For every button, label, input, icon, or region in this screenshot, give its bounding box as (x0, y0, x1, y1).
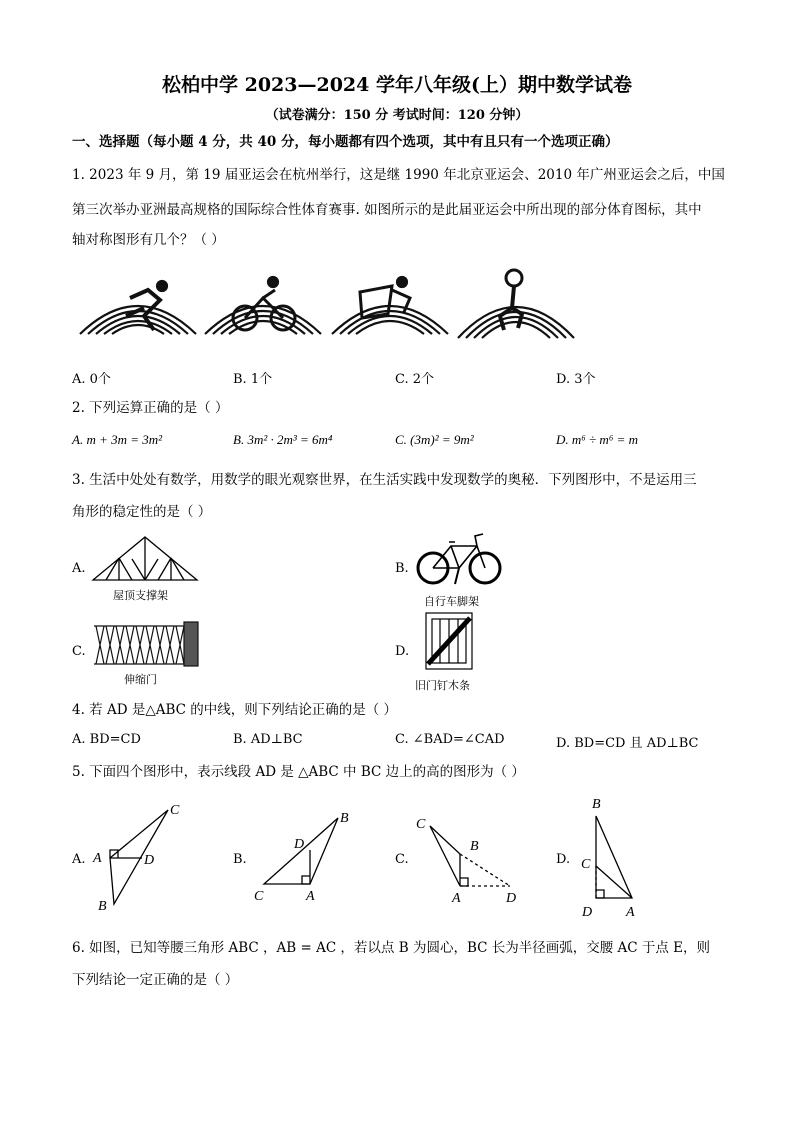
old-door-figure (425, 612, 475, 672)
q3-label-b[interactable]: B. (395, 561, 409, 576)
q5d-label-c: C (581, 857, 591, 872)
q5-option-a[interactable]: A. (72, 852, 86, 867)
climbing-icon (458, 270, 574, 338)
q6-line2: 下列结论一定正确的是（ ） (72, 972, 239, 988)
q1-option-b[interactable]: B. 1个 (233, 372, 273, 387)
q5-figure-d (574, 794, 654, 919)
q3-line2: 角形的稳定性的是（ ） (72, 504, 212, 520)
cycling-icon (205, 277, 321, 334)
skateboard-icon (332, 277, 448, 334)
q5c-label-a: A (452, 891, 461, 906)
q1-option-d[interactable]: D. 3个 (556, 372, 596, 387)
q5-option-b[interactable]: B. (233, 852, 247, 867)
q2-stem: 2. 下列运算正确的是（ ） (72, 400, 229, 416)
q5b-label-a: A (306, 889, 315, 904)
q3-caption-a: 屋顶支撑架 (113, 589, 168, 602)
q5a-label-c: C (170, 803, 180, 818)
q2-option-d[interactable]: D. m⁶ ÷ m⁶ = m (556, 432, 638, 447)
running-icon (80, 281, 196, 334)
q5b-label-d: D (294, 837, 305, 852)
q4-stem: 4. 若 AD 是△ABC 的中线，则下列结论正确的是（ ） (72, 702, 398, 718)
q5a-label-a: A (93, 851, 102, 866)
q2-option-a[interactable]: A. m + 3m = 3m² (72, 432, 163, 447)
q4-option-c[interactable]: C. ∠BAD=∠CAD (395, 732, 505, 747)
q5-figure-b (252, 808, 362, 908)
q5a-label-b: B (98, 899, 107, 914)
q3-label-d[interactable]: D. (395, 644, 410, 659)
q3-caption-c: 伸缩门 (124, 673, 157, 686)
q5a-label-d: D (144, 853, 155, 868)
exam-info: （试卷满分：150 分 考试时间：120 分钟） (265, 108, 529, 123)
q3-label-a[interactable]: A. (72, 561, 86, 576)
section-heading: 一、选择题（每小题 4 分，共 40 分，每小题都有四个选项，其中有且只有一个选项正确） (72, 134, 619, 150)
q5d-label-b: B (592, 797, 601, 812)
q5-option-c[interactable]: C. (395, 852, 409, 867)
q5-figure-c (414, 812, 534, 907)
q5c-label-d: D (506, 891, 517, 906)
q1-line2: 第三次举办亚洲最高规格的国际综合性体育赛事. 如图所示的是此届亚运会中所出现的部分体育图标，其中 (72, 202, 702, 218)
q3-caption-d: 旧门钉木条 (415, 679, 470, 692)
sport-icons (78, 268, 638, 348)
retractable-gate-figure (92, 620, 202, 670)
q5d-label-d: D (582, 905, 593, 920)
page-title: 松柏中学 2023—2024 学年八年级(上）期中数学试卷 (162, 74, 632, 96)
q4-option-b[interactable]: B. AD⊥BC (233, 732, 303, 747)
q1-option-c[interactable]: C. 2个 (395, 372, 435, 387)
q5-stem: 5. 下面四个图形中，表示线段 AD 是 △ABC 中 BC 边上的高的图形为（ ） (72, 764, 525, 780)
roof-truss-figure (92, 535, 198, 583)
q1-line3: 轴对称图形有几个？（ ） (72, 232, 225, 248)
q2-option-b[interactable]: B. 3m² · 2m³ = 6m⁴ (233, 432, 333, 447)
q5-figure-a (90, 800, 200, 915)
q4-option-d[interactable]: D. BD=CD 且 AD⊥BC (556, 736, 699, 751)
bicycle-figure (415, 528, 503, 588)
q5-option-d[interactable]: D. (556, 852, 571, 867)
q5c-label-b: B (470, 839, 479, 854)
q3-caption-b: 自行车脚架 (424, 595, 479, 608)
q1-option-a[interactable]: A. 0个 (72, 372, 111, 387)
q3-line1: 3. 生活中处处有数学，用数学的眼光观察世界，在生活实践中发现数学的奥秘．下列图形中，不是运用三 (72, 472, 697, 488)
q6-line1: 6. 如图，已知等腰三角形 ABC ，AB = AC ，若以点 B 为圆心，BC 长为半径画弧，交腰 AC 于点 E，则 (72, 940, 711, 956)
q4-option-a[interactable]: A. BD=CD (72, 732, 141, 747)
q3-label-c[interactable]: C. (72, 644, 86, 659)
q5b-label-b: B (340, 811, 349, 826)
q1-line1: 1. 2023 年 9 月，第 19 届亚运会在杭州举行，这是继 1990 年北京亚运会、2010 年广州亚运会之后，中国 (72, 167, 725, 183)
q2-option-c[interactable]: C. (3m)² = 9m² (395, 432, 474, 447)
q5d-label-a: A (626, 905, 635, 920)
q5c-label-c: C (416, 817, 426, 832)
q5b-label-c: C (254, 889, 264, 904)
